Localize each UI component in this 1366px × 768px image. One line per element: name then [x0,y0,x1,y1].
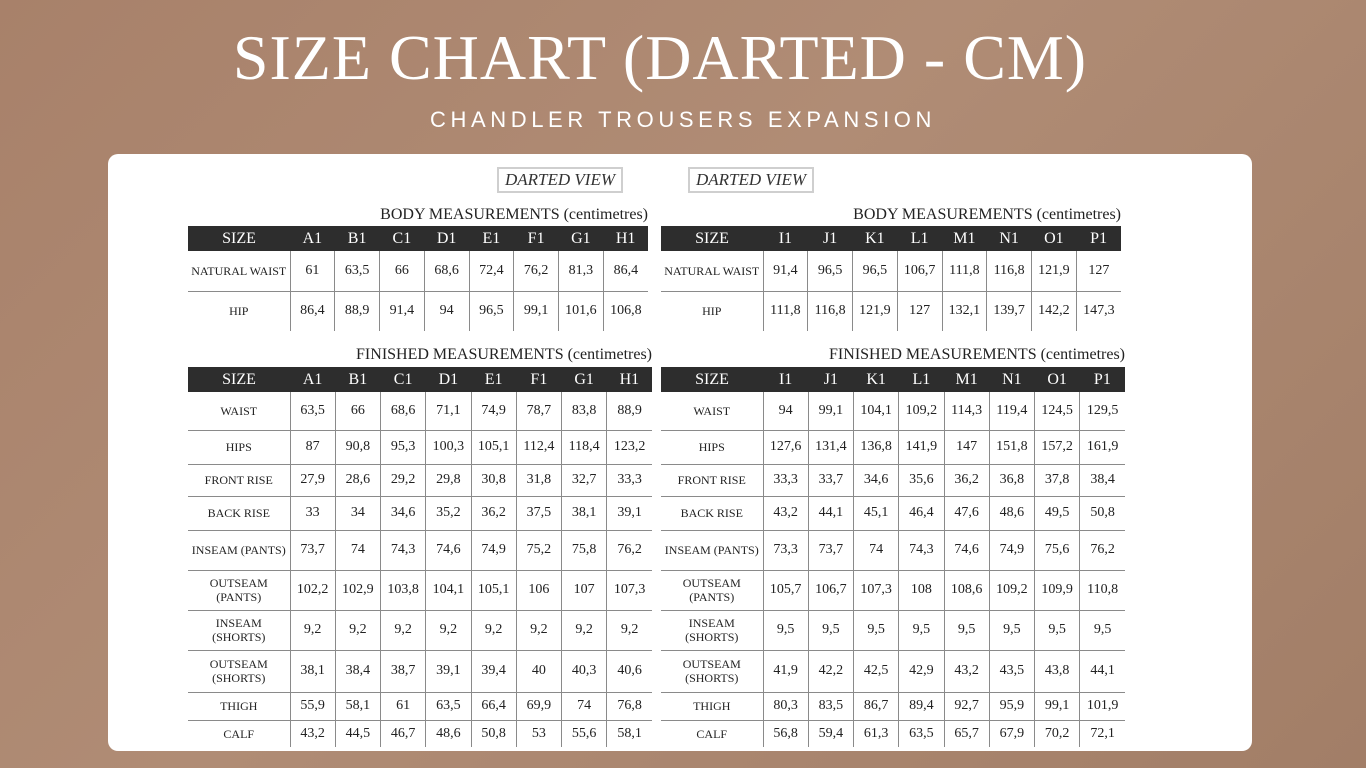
measurement-value: 74 [562,692,607,720]
measurement-value: 55,9 [290,692,335,720]
table-row [661,430,1125,464]
size-header: SIZE [188,367,290,392]
measurement-value: 39,1 [426,650,471,692]
measurement-value: 136,8 [854,430,899,464]
table-row [661,392,1125,430]
table-row [188,291,648,331]
table-row [661,610,1125,650]
measurement-value: 43,8 [1035,650,1080,692]
measurement-value: 96,5 [853,251,898,291]
measurement-value: 9,5 [763,610,808,650]
measurement-value: 63,5 [899,720,944,747]
measurement-value: 63,5 [290,392,335,430]
measurement-value: 28,6 [335,464,380,496]
measurement-value: 70,2 [1035,720,1080,747]
page-title: SIZE CHART (DARTED - CM) [232,22,1088,93]
measurement-value: 50,8 [471,720,516,747]
measurement-value: 44,1 [808,496,853,530]
measurement-label: THIGH [661,692,763,720]
measurement-value: 75,8 [562,530,607,570]
measurement-value: 59,4 [808,720,853,747]
table-row [188,496,652,530]
measurement-value: 76,2 [1080,530,1125,570]
size-column-header: E1 [469,226,514,251]
measurement-value: 106,7 [897,251,942,291]
size-column-header: K1 [853,226,898,251]
table-row [661,251,1121,291]
measurement-value: 111,8 [763,291,808,331]
measurement-value: 49,5 [1035,496,1080,530]
size-column-header: C1 [381,367,426,392]
measurement-value: 121,9 [1032,251,1077,291]
measurement-value: 61 [290,251,335,291]
measurement-value: 83,8 [562,392,607,430]
table-row [188,692,652,720]
measurement-value: 45,1 [854,496,899,530]
measurement-value: 111,8 [942,251,987,291]
measurement-value: 86,4 [290,291,335,331]
measurement-value: 73,7 [808,530,853,570]
measurement-value: 147,3 [1076,291,1121,331]
measurement-value: 9,2 [426,610,471,650]
size-column-header: P1 [1080,367,1125,392]
measurement-value: 94 [424,291,469,331]
measurement-label: OUTSEAM (SHORTS) [188,650,290,692]
measurement-value: 121,9 [853,291,898,331]
measurement-value: 103,8 [381,570,426,610]
measurement-value: 157,2 [1035,430,1080,464]
measurement-value: 35,6 [899,464,944,496]
measurement-value: 147 [944,430,989,464]
measurement-value: 38,4 [1080,464,1125,496]
measurement-value: 92,7 [944,692,989,720]
size-header: SIZE [188,226,290,251]
measurement-value: 88,9 [335,291,380,331]
table-row [661,291,1121,331]
right-view-label: DARTED VIEW [688,167,814,193]
measurement-value: 116,8 [808,291,853,331]
measurement-value: 102,2 [290,570,335,610]
size-column-header: D1 [426,367,471,392]
measurement-value: 9,2 [607,610,652,650]
measurement-value: 9,5 [854,610,899,650]
left-view-label: DARTED VIEW [497,167,623,193]
measurement-value: 109,9 [1035,570,1080,610]
measurement-value: 43,5 [989,650,1034,692]
size-column-header: C1 [380,226,425,251]
measurement-value: 66,4 [471,692,516,720]
measurement-value: 9,2 [335,610,380,650]
measurement-value: 33,3 [607,464,652,496]
measurement-value: 41,9 [763,650,808,692]
measurement-value: 95,3 [381,430,426,464]
measurement-label: HIP [229,304,249,319]
measurement-label: BACK RISE [661,496,763,530]
measurement-value: 75,6 [1035,530,1080,570]
measurement-value: 74 [854,530,899,570]
measurement-value: 9,5 [1035,610,1080,650]
size-column-header: O1 [1035,367,1080,392]
measurement-value: 72,1 [1080,720,1125,747]
size-column-header: H1 [603,226,648,251]
measurement-value: 69,9 [516,692,561,720]
measurement-value: 86,7 [854,692,899,720]
measurement-value: 37,8 [1035,464,1080,496]
measurement-value: 91,4 [380,291,425,331]
size-column-header: B1 [335,367,380,392]
table-header-row [661,367,1125,392]
measurement-label: INSEAM (PANTS) [661,530,763,570]
measurement-label: FRONT RISE [661,464,763,496]
measurement-value: 107 [562,570,607,610]
measurement-value: 38,4 [335,650,380,692]
measurement-value: 112,4 [516,430,561,464]
measurement-value: 36,8 [989,464,1034,496]
measurement-value: 108,6 [944,570,989,610]
measurement-label: INSEAM (SHORTS) [661,610,763,650]
size-column-header: J1 [808,367,853,392]
size-column-header: N1 [987,226,1032,251]
measurement-value: 9,2 [471,610,516,650]
measurement-value: 40,3 [562,650,607,692]
size-column-header: P1 [1076,226,1121,251]
measurement-value: 66 [335,392,380,430]
measurement-value: 81,3 [559,251,604,291]
measurement-value: 107,3 [607,570,652,610]
measurement-value: 99,1 [808,392,853,430]
measurement-value: 34,6 [854,464,899,496]
measurement-value: 116,8 [987,251,1032,291]
measurement-value: 127 [1076,251,1121,291]
measurement-value: 95,9 [989,692,1034,720]
size-column-header: L1 [899,367,944,392]
measurement-value: 74,6 [426,530,471,570]
measurement-value: 66 [380,251,425,291]
measurement-value: 27,9 [290,464,335,496]
measurement-value: 74,9 [471,392,516,430]
left-finished-table [188,367,652,747]
size-column-header: J1 [808,226,853,251]
measurement-value: 29,8 [426,464,471,496]
measurement-label: THIGH [188,692,290,720]
measurement-value: 101,6 [559,291,604,331]
measurement-value: 29,2 [381,464,426,496]
measurement-value: 74,9 [989,530,1034,570]
size-column-header: E1 [471,367,516,392]
measurement-value: 80,3 [763,692,808,720]
table-row [661,692,1125,720]
measurement-value: 83,5 [808,692,853,720]
table-row [661,650,1125,692]
measurement-value: 9,5 [899,610,944,650]
measurement-value: 9,2 [290,610,335,650]
measurement-value: 99,1 [514,291,559,331]
measurement-value: 63,5 [426,692,471,720]
measurement-value: 58,1 [607,720,652,747]
measurement-value: 68,6 [381,392,426,430]
left-body-table [188,226,648,331]
measurement-value: 131,4 [808,430,853,464]
measurement-value: 61 [381,692,426,720]
right-body-title: BODY MEASUREMENTS (centimetres) [853,206,1121,223]
measurement-value: 119,4 [989,392,1034,430]
measurement-value: 9,5 [808,610,853,650]
size-column-header: F1 [516,367,561,392]
measurement-value: 33,7 [808,464,853,496]
measurement-value: 38,1 [562,496,607,530]
measurement-value: 141,9 [899,430,944,464]
measurement-value: 78,7 [516,392,561,430]
size-column-header: M1 [942,226,987,251]
right-finished-title: FINISHED MEASUREMENTS (centimetres) [829,346,1125,363]
table-row [188,530,652,570]
table-row [188,570,652,610]
measurement-value: 123,2 [607,430,652,464]
measurement-value: 50,8 [1080,496,1125,530]
table-row [188,464,652,496]
table-header-row [188,226,648,251]
measurement-value: 101,9 [1080,692,1125,720]
measurement-value: 74,9 [471,530,516,570]
measurement-value: 109,2 [899,392,944,430]
measurement-value: 75,2 [516,530,561,570]
size-column-header: G1 [559,226,604,251]
measurement-value: 9,2 [381,610,426,650]
measurement-value: 71,1 [426,392,471,430]
measurement-value: 102,9 [335,570,380,610]
measurement-label: HIP [702,304,722,319]
table-row [188,430,652,464]
measurement-value: 132,1 [942,291,987,331]
measurement-value: 108 [899,570,944,610]
measurement-value: 161,9 [1080,430,1125,464]
size-column-header: O1 [1032,226,1077,251]
measurement-value: 31,8 [516,464,561,496]
measurement-value: 74,3 [899,530,944,570]
measurement-value: 46,4 [899,496,944,530]
measurement-value: 56,8 [763,720,808,747]
measurement-value: 39,4 [471,650,516,692]
measurement-value: 42,9 [899,650,944,692]
table-row [188,610,652,650]
measurement-label: OUTSEAM (PANTS) [188,570,290,610]
measurement-value: 139,7 [987,291,1032,331]
measurement-value: 99,1 [1035,692,1080,720]
size-header: SIZE [661,367,763,392]
measurement-value: 127 [897,291,942,331]
measurement-value: 91,4 [763,251,808,291]
table-header-row [661,226,1121,251]
measurement-value: 96,5 [808,251,853,291]
table-header-row [188,367,652,392]
size-header: SIZE [661,226,763,251]
measurement-value: 38,7 [381,650,426,692]
measurement-value: 34,6 [381,496,426,530]
measurement-value: 42,5 [854,650,899,692]
size-column-header: I1 [763,367,808,392]
size-chart-card [108,154,1252,751]
measurement-value: 37,5 [516,496,561,530]
measurement-value: 65,7 [944,720,989,747]
measurement-value: 76,2 [514,251,559,291]
size-column-header: M1 [944,367,989,392]
measurement-value: 35,2 [426,496,471,530]
measurement-value: 9,5 [944,610,989,650]
measurement-label: INSEAM (SHORTS) [188,610,290,650]
size-column-header: I1 [763,226,808,251]
table-row [188,251,648,291]
measurement-value: 74,3 [381,530,426,570]
size-column-header: F1 [514,226,559,251]
measurement-value: 61,3 [854,720,899,747]
measurement-value: 88,9 [607,392,652,430]
measurement-value: 87 [290,430,335,464]
table-row [188,392,652,430]
measurement-value: 72,4 [469,251,514,291]
measurement-value: 124,5 [1035,392,1080,430]
table-row [188,720,652,747]
measurement-label: OUTSEAM (PANTS) [661,570,763,610]
measurement-value: 109,2 [989,570,1034,610]
measurement-value: 110,8 [1080,570,1125,610]
measurement-value: 33,3 [763,464,808,496]
measurement-value: 48,6 [989,496,1034,530]
measurement-value: 43,2 [290,720,335,747]
measurement-value: 105,7 [763,570,808,610]
measurement-value: 74,6 [944,530,989,570]
measurement-value: 127,6 [763,430,808,464]
measurement-value: 104,1 [854,392,899,430]
measurement-value: 100,3 [426,430,471,464]
measurement-value: 67,9 [989,720,1034,747]
size-column-header: B1 [335,226,380,251]
measurement-value: 151,8 [989,430,1034,464]
page-subtitle: CHANDLER TROUSERS EXPANSION [429,107,937,132]
measurement-value: 30,8 [471,464,516,496]
measurement-value: 43,2 [763,496,808,530]
measurement-value: 63,5 [335,251,380,291]
measurement-value: 42,2 [808,650,853,692]
measurement-value: 47,6 [944,496,989,530]
right-body-table [661,226,1121,331]
measurement-value: 44,5 [335,720,380,747]
measurement-value: 106,8 [603,291,648,331]
measurement-value: 107,3 [854,570,899,610]
measurement-value: 118,4 [562,430,607,464]
size-column-header: L1 [897,226,942,251]
measurement-label: INSEAM (PANTS) [188,530,290,570]
measurement-value: 43,2 [944,650,989,692]
size-column-header: D1 [424,226,469,251]
measurement-value: 68,6 [424,251,469,291]
measurement-value: 106,7 [808,570,853,610]
measurement-value: 94 [763,392,808,430]
measurement-value: 89,4 [899,692,944,720]
measurement-value: 9,5 [1080,610,1125,650]
measurement-value: 53 [516,720,561,747]
measurement-value: 142,2 [1032,291,1077,331]
measurement-label: WAIST [188,392,290,430]
measurement-value: 40,6 [607,650,652,692]
measurement-value: 40 [516,650,561,692]
measurement-value: 34 [335,496,380,530]
measurement-value: 46,7 [381,720,426,747]
measurement-value: 38,1 [290,650,335,692]
measurement-value: 73,3 [763,530,808,570]
size-column-header: N1 [989,367,1034,392]
measurement-value: 90,8 [335,430,380,464]
measurement-label: NATURAL WAIST [661,251,763,291]
measurement-value: 74 [335,530,380,570]
table-row [661,570,1125,610]
measurement-value: 76,2 [607,530,652,570]
measurement-value: 9,2 [562,610,607,650]
measurement-value: 55,6 [562,720,607,747]
measurement-value: 36,2 [471,496,516,530]
measurement-value: 105,1 [471,570,516,610]
left-finished-title: FINISHED MEASUREMENTS (centimetres) [356,346,652,363]
measurement-label: OUTSEAM (SHORTS) [661,650,763,692]
measurement-label: FRONT RISE [188,464,290,496]
measurement-label: HIPS [188,430,290,464]
measurement-value: 96,5 [469,291,514,331]
measurement-value: 32,7 [562,464,607,496]
measurement-label: NATURAL WAIST [188,251,290,291]
measurement-value: 76,8 [607,692,652,720]
size-column-header: H1 [607,367,652,392]
measurement-value: 114,3 [944,392,989,430]
left-body-title: BODY MEASUREMENTS (centimetres) [380,206,648,223]
size-column-header: A1 [290,226,335,251]
measurement-value: 104,1 [426,570,471,610]
measurement-label: BACK RISE [188,496,290,530]
measurement-value: 86,4 [603,251,648,291]
measurement-label: WAIST [661,392,763,430]
table-row [661,464,1125,496]
measurement-value: 129,5 [1080,392,1125,430]
measurement-value: 44,1 [1080,650,1125,692]
measurement-value: 48,6 [426,720,471,747]
size-column-header: A1 [290,367,335,392]
measurement-value: 9,5 [989,610,1034,650]
measurement-value: 58,1 [335,692,380,720]
measurement-value: 36,2 [944,464,989,496]
measurement-value: 106 [516,570,561,610]
table-row [188,650,652,692]
measurement-value: 9,2 [516,610,561,650]
table-row [661,720,1125,747]
measurement-label: CALF [696,726,728,741]
measurement-value: 39,1 [607,496,652,530]
measurement-label: HIPS [661,430,763,464]
table-row [661,496,1125,530]
measurement-label: CALF [223,726,255,741]
size-column-header: G1 [562,367,607,392]
measurement-value: 33 [290,496,335,530]
measurement-value: 73,7 [290,530,335,570]
right-finished-table [661,367,1125,747]
size-column-header: K1 [854,367,899,392]
table-row [661,530,1125,570]
measurement-value: 105,1 [471,430,516,464]
